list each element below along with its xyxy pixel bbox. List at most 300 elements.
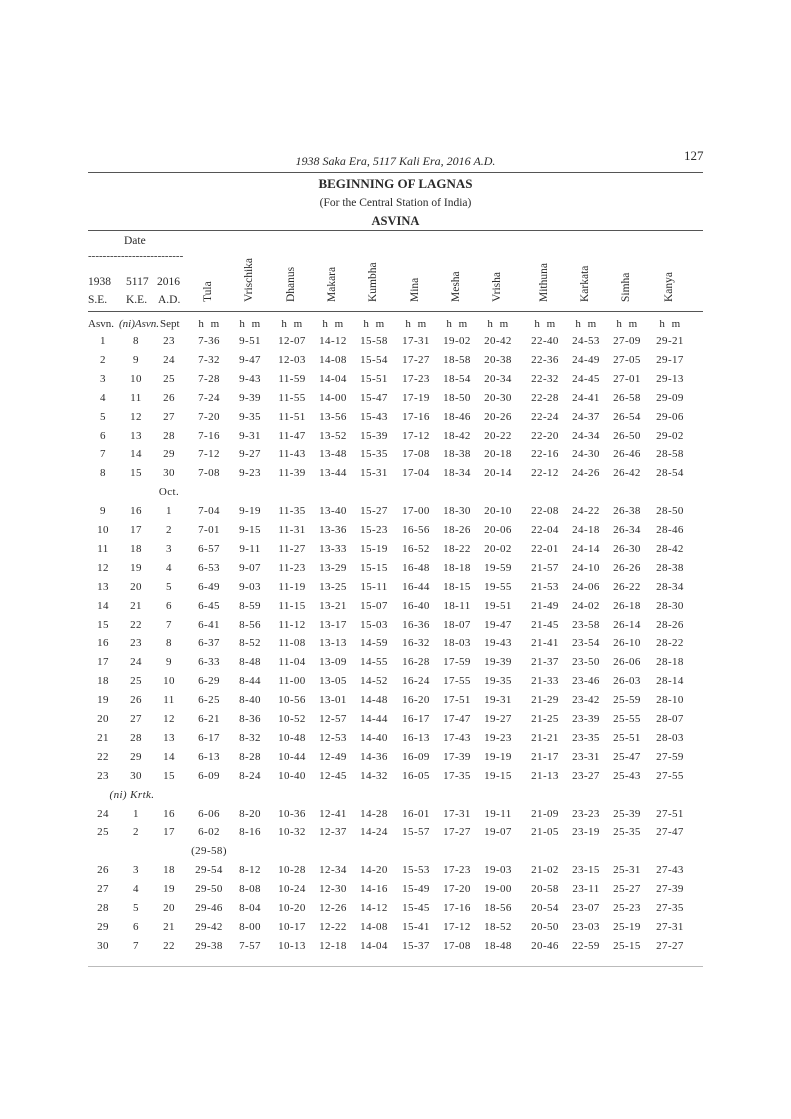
lagna-time-tula: 6-33 — [198, 656, 220, 669]
lagna-time-kanya: 27-31 — [656, 920, 684, 933]
date-se: 3 — [100, 372, 106, 385]
page-number: 127 — [684, 148, 704, 163]
date-se: 4 — [100, 391, 106, 404]
lagna-time-tula: 7-04 — [198, 505, 220, 518]
lagna-time-mesha: 18-26 — [443, 524, 471, 536]
table-note: (29-58) — [191, 845, 227, 858]
lagna-time-vrisha: 20-30 — [484, 391, 512, 404]
lagna-time-mesha: 17-12 — [443, 920, 471, 933]
lagna-time-karkata: 23-19 — [572, 826, 600, 839]
date-ke: 28 — [130, 731, 142, 744]
lagna-time-makara: 13-05 — [319, 675, 347, 688]
date-se: 22 — [97, 750, 109, 763]
lagna-time-vrischika: 8-48 — [239, 656, 261, 669]
date-ke: 23 — [130, 637, 142, 650]
unit-hm: h m — [363, 318, 385, 330]
lagna-time-dhanus: 11-12 — [278, 618, 306, 631]
page-title: BEGINNING OF LAGNAS — [318, 176, 473, 191]
lagna-time-vrisha: 19-00 — [484, 883, 512, 896]
lagna-time-kumbha: 15-11 — [360, 580, 388, 593]
table-note: Oct. — [158, 486, 180, 499]
lagna-time-dhanus: 10-40 — [278, 769, 306, 782]
year-se: 1938 — [88, 276, 111, 288]
date-ad: 11 — [163, 694, 175, 707]
lagna-time-karkata: 23-23 — [572, 807, 600, 820]
date-ad: 19 — [163, 883, 175, 896]
date-se: 10 — [97, 524, 109, 536]
lagna-time-mesha: 18-50 — [443, 391, 471, 404]
lagna-time-mesha: 19-02 — [443, 335, 471, 347]
date-ad: 14 — [163, 750, 175, 763]
lagna-time-kumbha: 14-04 — [360, 939, 388, 952]
lagna-header-mithuna: Mithuna — [538, 263, 550, 302]
month-heading: ASVINA — [371, 214, 420, 228]
lagna-time-mina: 16-52 — [402, 542, 430, 555]
lagna-time-mesha: 18-30 — [443, 505, 471, 518]
lagna-time-vrisha: 19-27 — [484, 713, 512, 725]
lagna-time-kanya: 28-26 — [656, 618, 684, 631]
lagna-time-dhanus: 11-55 — [278, 391, 306, 404]
date-ke: 16 — [130, 505, 142, 518]
lagna-time-kumbha: 15-31 — [360, 467, 388, 480]
lagna-time-kumbha: 14-24 — [360, 826, 388, 839]
date-se: 2 — [100, 353, 106, 366]
lagna-time-vrisha: 20-14 — [484, 467, 512, 480]
lagna-time-vrisha: 20-34 — [484, 372, 512, 385]
date-se: 30 — [97, 939, 109, 952]
lagna-time-makara: 13-44 — [319, 467, 347, 480]
lagna-time-kumbha: 14-40 — [360, 731, 388, 744]
lagna-time-simha: 25-15 — [613, 939, 641, 952]
lagna-time-dhanus: 11-15 — [278, 599, 306, 612]
lagna-time-karkata: 23-46 — [572, 675, 600, 688]
lagna-time-tula: 7-32 — [198, 353, 220, 366]
date-ad: 30 — [163, 467, 175, 480]
lagna-time-makara: 13-17 — [319, 618, 347, 631]
lagna-time-dhanus: 11-31 — [278, 524, 306, 536]
date-ad: 12 — [163, 713, 175, 725]
lagna-header-karkata: Karkata — [579, 265, 591, 302]
unit-hm: h m — [616, 318, 638, 330]
lagna-time-tula: 7-12 — [198, 448, 220, 461]
lagna-time-mina: 17-12 — [402, 429, 430, 442]
lagna-time-simha: 26-26 — [613, 561, 641, 574]
lagna-time-makara: 14-04 — [319, 372, 347, 385]
lagna-time-tula: 7-08 — [198, 467, 220, 480]
lagna-time-simha: 26-22 — [613, 580, 641, 593]
lagna-time-kanya: 28-10 — [656, 694, 684, 707]
lagna-time-vrischika: 9-03 — [239, 580, 261, 593]
lagna-time-tula: 7-01 — [198, 524, 220, 536]
lagna-time-vrisha: 19-31 — [484, 694, 512, 707]
lagna-time-dhanus: 12-03 — [278, 353, 306, 366]
date-se: 7 — [100, 448, 106, 461]
date-ke: 5 — [133, 902, 139, 914]
lagna-time-vrisha: 19-15 — [484, 769, 512, 782]
date-se: 16 — [97, 637, 109, 650]
lagna-time-vrischika: 9-43 — [239, 372, 261, 385]
date-ad: 1 — [166, 505, 172, 518]
lagna-time-makara: 13-29 — [319, 561, 347, 574]
lagna-time-mesha: 17-43 — [443, 731, 471, 744]
lagna-time-makara: 14-12 — [319, 335, 347, 347]
lagna-time-mithuna: 22-24 — [531, 410, 559, 423]
lagna-time-simha: 25-39 — [613, 807, 641, 820]
date-ke: 7 — [133, 939, 139, 952]
lagna-time-mithuna: 21-49 — [531, 599, 559, 612]
lagna-time-dhanus: 11-59 — [278, 372, 306, 385]
date-ad: 7 — [166, 618, 172, 631]
lagna-time-simha: 26-18 — [613, 599, 641, 612]
lagna-time-mina: 16-01 — [402, 807, 430, 820]
lagna-time-simha: 26-46 — [613, 448, 641, 461]
lagna-time-mina: 15-49 — [402, 883, 430, 896]
lagna-time-vrischika: 8-20 — [239, 807, 261, 820]
lagna-time-vrischika: 9-35 — [239, 410, 261, 423]
lagna-time-mina: 16-09 — [402, 750, 430, 763]
lagna-time-kanya: 27-39 — [656, 883, 684, 896]
lagna-time-karkata: 23-58 — [572, 618, 600, 631]
lagna-time-makara: 14-08 — [319, 353, 347, 366]
lagna-time-vrischika: 8-32 — [239, 731, 261, 744]
lagna-time-tula: 6-13 — [198, 750, 220, 763]
date-ad: 9 — [166, 656, 172, 669]
lagna-time-mithuna: 21-45 — [531, 618, 559, 631]
lagna-time-mithuna: 22-16 — [531, 448, 559, 461]
lagna-time-mina: 15-53 — [402, 864, 430, 877]
lagna-time-vrisha: 19-43 — [484, 637, 512, 650]
date-se: 1 — [100, 335, 106, 347]
date-ke: 29 — [130, 750, 142, 763]
lagna-time-mesha: 17-55 — [443, 675, 471, 688]
lagna-time-vrischika: 9-27 — [239, 448, 261, 461]
unit-hm: h m — [446, 318, 468, 330]
date-se: 6 — [100, 429, 106, 442]
lagna-time-simha: 25-55 — [613, 713, 641, 725]
units-ni-asvn: (ni)Asvn. — [119, 318, 160, 330]
lagna-time-kanya: 27-43 — [656, 864, 684, 877]
lagna-header-simha: Simha — [620, 272, 632, 302]
date-ad: 27 — [163, 410, 175, 423]
lagna-time-simha: 26-06 — [613, 656, 641, 669]
lagna-time-mina: 15-57 — [402, 826, 430, 839]
date-se: 29 — [97, 920, 109, 933]
lagna-time-mithuna: 20-50 — [531, 920, 559, 933]
lagna-time-simha: 25-27 — [613, 883, 641, 896]
lagna-time-kumbha: 15-35 — [360, 448, 388, 461]
lagna-time-kumbha: 15-23 — [360, 524, 388, 536]
date-ke: 15 — [130, 467, 142, 480]
date-ad: 15 — [163, 769, 175, 782]
lagna-time-mithuna: 22-36 — [531, 353, 559, 366]
lagna-time-tula: 6-09 — [198, 769, 220, 782]
lagna-time-vrischika: 8-44 — [239, 675, 261, 688]
lagna-time-karkata: 24-06 — [572, 580, 600, 593]
lagna-time-mithuna: 20-58 — [531, 883, 559, 896]
lagna-time-dhanus: 10-52 — [278, 713, 306, 725]
lagna-time-mesha: 17-20 — [443, 883, 471, 896]
running-head: 1938 Saka Era, 5117 Kali Era, 2016 A.D. — [295, 154, 496, 168]
lagna-time-karkata: 24-18 — [572, 524, 600, 536]
date-ke: 11 — [130, 391, 142, 404]
date-ad: 20 — [163, 902, 175, 914]
lagna-time-kumbha: 14-44 — [360, 713, 388, 725]
lagna-time-vrischika: 9-31 — [239, 429, 261, 442]
lagna-time-makara: 13-33 — [319, 542, 347, 555]
lagna-time-mithuna: 21-57 — [531, 561, 559, 574]
lagna-time-vrisha: 19-19 — [484, 750, 512, 763]
date-se: 18 — [97, 675, 109, 688]
lagna-time-vrisha: 19-35 — [484, 675, 512, 688]
lagna-time-kumbha: 14-32 — [360, 769, 388, 782]
lagna-header-tula: Tula — [202, 281, 214, 302]
lagna-time-kumbha: 14-12 — [360, 902, 388, 914]
lagna-time-dhanus: 10-24 — [278, 883, 306, 896]
lagna-time-mithuna: 22-40 — [531, 335, 559, 347]
lagna-time-kumbha: 15-27 — [360, 505, 388, 518]
lagna-time-mina: 16-48 — [402, 561, 430, 574]
lagna-time-vrischika: 9-07 — [239, 561, 261, 574]
lagna-time-mesha: 18-42 — [443, 429, 471, 442]
lagna-time-kumbha: 14-55 — [360, 656, 388, 669]
lagna-time-vrischika: 8-56 — [239, 618, 261, 631]
lagna-time-makara: 13-52 — [319, 429, 347, 442]
lagna-time-karkata: 23-54 — [572, 637, 600, 650]
lagna-time-kanya: 27-27 — [656, 939, 684, 952]
lagna-time-karkata: 24-37 — [572, 410, 600, 423]
lagna-time-dhanus: 11-43 — [278, 448, 306, 461]
date-dashes: -------------------------- — [88, 250, 184, 262]
date-ke: 8 — [133, 335, 139, 347]
date-ke: 10 — [130, 372, 142, 385]
lagna-time-kanya: 29-13 — [656, 372, 684, 385]
lagna-time-kumbha: 15-07 — [360, 599, 388, 612]
lagna-time-vrischika: 8-04 — [239, 902, 261, 914]
lagna-time-dhanus: 11-08 — [278, 637, 306, 650]
date-ke: 24 — [130, 656, 142, 669]
lagna-time-dhanus: 10-32 — [278, 826, 306, 839]
lagna-time-karkata: 24-49 — [572, 353, 600, 366]
lagna-time-mithuna: 21-09 — [531, 807, 559, 820]
lagna-time-tula: 7-16 — [198, 429, 220, 442]
table-note: (ni) Krtk. — [109, 788, 155, 801]
lagna-time-mina: 17-27 — [402, 353, 430, 366]
lagna-time-dhanus: 11-19 — [278, 580, 306, 593]
lagna-time-mithuna: 21-29 — [531, 694, 559, 707]
lagna-time-vrischika: 8-28 — [239, 750, 261, 763]
lagna-time-simha: 25-35 — [613, 826, 641, 839]
lagna-time-vrischika: 8-52 — [239, 637, 261, 650]
lagna-time-mithuna: 21-33 — [531, 675, 559, 688]
lagna-time-vrischika: 8-16 — [239, 826, 261, 839]
lagna-time-kumbha: 14-52 — [360, 675, 388, 688]
date-ad: 28 — [163, 429, 175, 442]
lagna-time-vrischika: 8-24 — [239, 769, 261, 782]
unit-hm: h m — [534, 318, 556, 330]
lagna-time-mesha: 18-07 — [443, 618, 471, 631]
lagna-time-vrisha: 19-23 — [484, 731, 512, 744]
lagna-time-tula: 6-57 — [198, 542, 220, 555]
date-ke: 30 — [130, 769, 142, 782]
lagna-time-vrisha: 18-56 — [484, 902, 512, 914]
lagna-time-mithuna: 22-08 — [531, 505, 559, 518]
lagna-time-kanya: 27-47 — [656, 826, 684, 839]
lagna-time-kumbha: 14-20 — [360, 864, 388, 877]
lagna-time-makara: 12-49 — [319, 750, 347, 763]
lagna-time-karkata: 23-42 — [572, 694, 600, 707]
lagna-time-vrischika: 8-00 — [239, 920, 261, 933]
lagna-time-mithuna: 21-05 — [531, 826, 559, 839]
lagna-time-makara: 12-37 — [319, 826, 347, 839]
lagna-time-kanya: 29-06 — [656, 410, 684, 423]
lagna-time-simha: 25-51 — [613, 731, 641, 744]
date-ke: 14 — [130, 448, 142, 461]
date-se: 5 — [100, 410, 106, 423]
lagna-time-kumbha: 14-28 — [360, 807, 388, 820]
lagna-time-kanya: 29-09 — [656, 391, 684, 404]
date-ke: 9 — [133, 353, 139, 366]
date-ad: 29 — [163, 448, 175, 461]
lagna-time-makara: 13-40 — [319, 505, 347, 518]
lagna-time-mesha: 18-58 — [443, 353, 471, 366]
lagna-time-simha: 26-14 — [613, 618, 641, 631]
lagna-time-mithuna: 21-02 — [531, 864, 559, 877]
date-ke: 20 — [130, 580, 142, 593]
lagna-time-mesha: 17-08 — [443, 939, 471, 952]
lagna-time-vrisha: 19-11 — [484, 807, 512, 820]
lagna-time-makara: 13-01 — [319, 694, 347, 707]
lagna-time-mithuna: 21-21 — [531, 731, 559, 744]
page-subtitle: (For the Central Station of India) — [319, 197, 472, 209]
lagna-time-kumbha: 14-16 — [360, 883, 388, 896]
lagna-time-makara: 13-56 — [319, 410, 347, 423]
date-se: 13 — [97, 580, 109, 593]
date-ad: 2 — [166, 524, 172, 536]
lagna-time-tula: 29-50 — [195, 883, 223, 896]
lagna-time-vrischika: 7-57 — [239, 939, 261, 952]
date-ad: 8 — [166, 637, 172, 650]
lagna-time-mithuna: 22-20 — [531, 429, 559, 442]
lagna-time-mesha: 17-23 — [443, 864, 471, 877]
date-se: 23 — [97, 769, 109, 782]
lagna-time-simha: 26-58 — [613, 391, 641, 404]
lagna-time-makara: 13-25 — [319, 580, 347, 593]
lagna-time-mithuna: 20-46 — [531, 939, 559, 952]
unit-hm: h m — [405, 318, 427, 330]
lagna-time-kanya: 28-03 — [656, 731, 684, 744]
lagna-time-vrischika: 8-40 — [239, 694, 261, 707]
lagna-time-karkata: 24-41 — [572, 391, 600, 404]
lagna-time-makara: 12-41 — [319, 807, 347, 820]
year-ad: 2016 — [157, 276, 180, 288]
lagna-time-mithuna: 22-12 — [531, 467, 559, 480]
date-ad: 24 — [163, 353, 175, 366]
lagna-time-mina: 16-05 — [402, 769, 430, 782]
lagna-time-mithuna: 21-17 — [531, 750, 559, 763]
lagna-time-vrisha: 20-22 — [484, 429, 512, 442]
lagna-time-dhanus: 11-39 — [278, 467, 306, 480]
lagna-time-simha: 25-31 — [613, 864, 641, 877]
lagna-time-mesha: 18-15 — [443, 580, 471, 593]
lagna-time-kumbha: 15-15 — [360, 561, 388, 574]
date-ke: 12 — [130, 410, 142, 423]
lagna-time-kanya: 28-18 — [656, 656, 684, 669]
lagna-time-vrischika: 9-23 — [239, 467, 261, 480]
date-ad: 3 — [166, 542, 172, 555]
lagna-header-mesha: Mesha — [450, 271, 462, 302]
lagna-time-mesha: 17-59 — [443, 656, 471, 669]
lagna-time-simha: 25-19 — [613, 920, 641, 933]
lagna-time-kanya: 28-14 — [656, 675, 684, 688]
lagna-time-makara: 13-09 — [319, 656, 347, 669]
lagna-time-makara: 12-18 — [319, 939, 347, 952]
lagna-time-karkata: 24-22 — [572, 505, 600, 518]
lagna-time-mithuna: 22-32 — [531, 372, 559, 385]
lagna-time-mithuna: 22-04 — [531, 524, 559, 536]
lagna-time-mesha: 18-38 — [443, 448, 471, 461]
lagna-time-mina: 16-28 — [402, 656, 430, 669]
lagna-time-vrisha: 20-06 — [484, 524, 512, 536]
lagna-time-karkata: 24-10 — [572, 561, 600, 574]
date-se: 21 — [97, 731, 109, 744]
lagna-time-kumbha: 15-19 — [360, 542, 388, 555]
lagna-time-karkata: 24-30 — [572, 448, 600, 461]
lagna-header-dhanus: Dhanus — [285, 266, 297, 302]
lagna-time-karkata: 24-34 — [572, 429, 600, 442]
lagna-time-karkata: 23-03 — [572, 920, 600, 933]
date-se: 15 — [97, 618, 109, 631]
date-ad: 18 — [163, 864, 175, 877]
lagna-time-mina: 17-04 — [402, 467, 430, 480]
lagna-time-mina: 17-31 — [402, 335, 430, 347]
lagna-time-karkata: 24-26 — [572, 467, 600, 480]
lagna-time-kanya: 28-58 — [656, 448, 684, 461]
lagna-time-kumbha: 14-08 — [360, 920, 388, 933]
lagna-time-karkata: 24-14 — [572, 542, 600, 555]
lagna-time-mithuna: 21-41 — [531, 637, 559, 650]
lagna-time-mina: 15-41 — [402, 920, 430, 933]
lagna-time-vrischika: 9-11 — [239, 542, 261, 555]
lagna-time-kanya: 28-42 — [656, 542, 684, 555]
lagna-time-tula: 6-45 — [198, 599, 220, 612]
date-se: 27 — [97, 883, 109, 896]
lagna-time-karkata: 22-59 — [572, 939, 600, 952]
lagna-time-vrisha: 19-59 — [484, 561, 512, 574]
lagna-time-kumbha: 15-54 — [360, 353, 388, 366]
year-ke: 5117 — [126, 276, 149, 288]
lagna-time-mina: 16-24 — [402, 675, 430, 688]
lagna-time-karkata: 23-11 — [572, 883, 600, 896]
date-ke: 27 — [130, 713, 142, 725]
date-se: 25 — [97, 826, 109, 839]
date-se: 11 — [97, 542, 109, 555]
lagna-time-simha: 26-03 — [613, 675, 641, 688]
era-ad: A.D. — [158, 294, 181, 306]
lagna-time-dhanus: 10-17 — [278, 920, 306, 933]
lagna-time-mithuna: 21-53 — [531, 580, 559, 593]
date-ke: 1 — [133, 807, 139, 820]
lagna-time-mina: 16-56 — [402, 524, 430, 536]
lagna-time-tula: 6-02 — [198, 826, 220, 839]
lagna-time-makara: 12-57 — [319, 713, 347, 725]
lagna-time-dhanus: 11-27 — [278, 542, 306, 555]
bottom-rule — [88, 966, 703, 967]
lagna-time-mesha: 18-34 — [443, 467, 471, 480]
lagna-time-kanya: 28-30 — [656, 599, 684, 612]
lagna-time-mithuna: 22-01 — [531, 542, 559, 555]
lagna-time-vrisha: 18-48 — [484, 939, 512, 952]
lagna-time-dhanus: 10-48 — [278, 731, 306, 744]
